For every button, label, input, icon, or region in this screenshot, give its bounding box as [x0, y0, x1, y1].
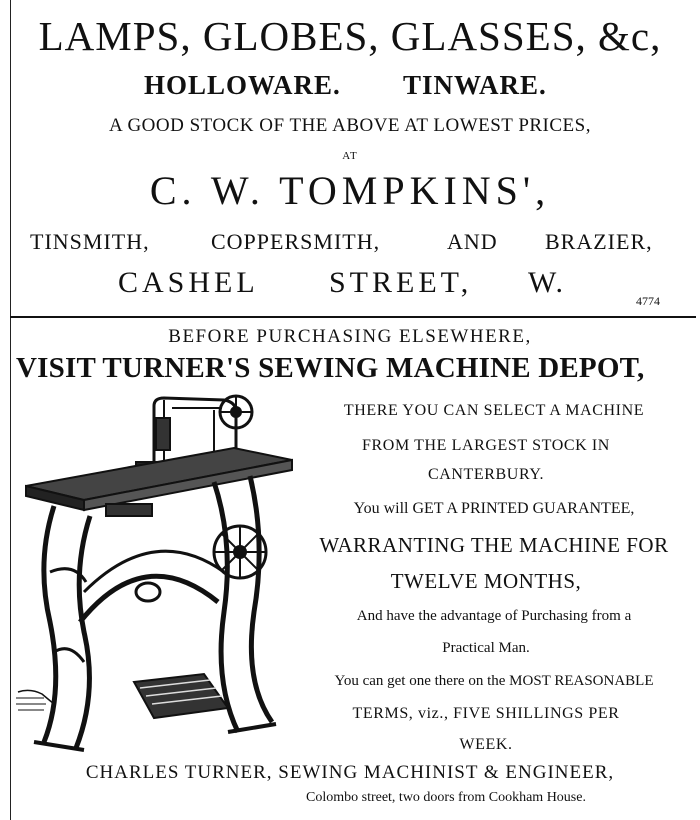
ad2-body-line-9: You can get one there on the MOST REASONABLE — [334, 673, 654, 689]
ad1-trade-coppersmith: COPPERSMITH, — [211, 229, 381, 254]
ad1-street-w: W. — [528, 266, 566, 299]
ad1-subhead-holloware: HOLLOWARE. — [144, 70, 341, 100]
ad1-trade-brazier: BRAZIER, — [545, 229, 653, 254]
ad2-headline: VISIT TURNER'S SEWING MACHINE DEPOT, — [16, 352, 645, 384]
ad1-trade-tinsmith: TINSMITH, — [30, 229, 150, 254]
ad1-street-street: STREET, — [329, 266, 473, 299]
ad1-at: AT — [342, 150, 358, 162]
treadle-sewing-machine-icon — [14, 392, 296, 756]
ad2-body-line-1: THERE YOU CAN SELECT A MACHINE — [343, 402, 645, 419]
ad2-body-line-5: WARRANTING THE MACHINE FOR — [319, 533, 669, 557]
ad2-body-line-8: Practical Man. — [442, 640, 530, 656]
ad2-address: Colombo street, two doors from Cookham House. — [306, 790, 586, 805]
ad1-headline: LAMPS, GLOBES, GLASSES, &c, — [38, 13, 662, 59]
ad1-ref-number: 4774 — [636, 294, 660, 308]
ad2-footer: CHARLES TURNER, SEWING MACHINIST & ENGINEER, — [85, 762, 615, 783]
ad1-trade-and: AND — [447, 229, 498, 254]
ad2-body-line-7: And have the advantage of Purchasing from a — [356, 608, 632, 624]
ad1-street-cashel: CASHEL — [118, 266, 259, 299]
ad1-stock-line: A GOOD STOCK OF THE ABOVE AT LOWEST PRICES, — [109, 115, 591, 136]
ad1-subhead-tinware: TINWARE. — [403, 70, 547, 100]
ad2-intro: BEFORE PURCHASING ELSEWHERE, — [168, 326, 532, 347]
ad2-body-line-4: You will GET A PRINTED GUARANTEE, — [353, 500, 635, 517]
ad2-body-line-2: FROM THE LARGEST STOCK IN — [362, 437, 610, 454]
ad1-merchant-name: C. W. TOMPKINS', — [149, 168, 551, 213]
ad2-body-line-11: WEEK. — [459, 736, 513, 753]
ad2-body-line-3: CANTERBURY. — [427, 466, 545, 483]
ad2-body-line-6: TWELVE MONTHS, — [390, 569, 582, 593]
ad-divider — [10, 316, 696, 318]
ad2-body-line-10: TERMS, viz., FIVE SHILLINGS PER — [352, 705, 620, 722]
